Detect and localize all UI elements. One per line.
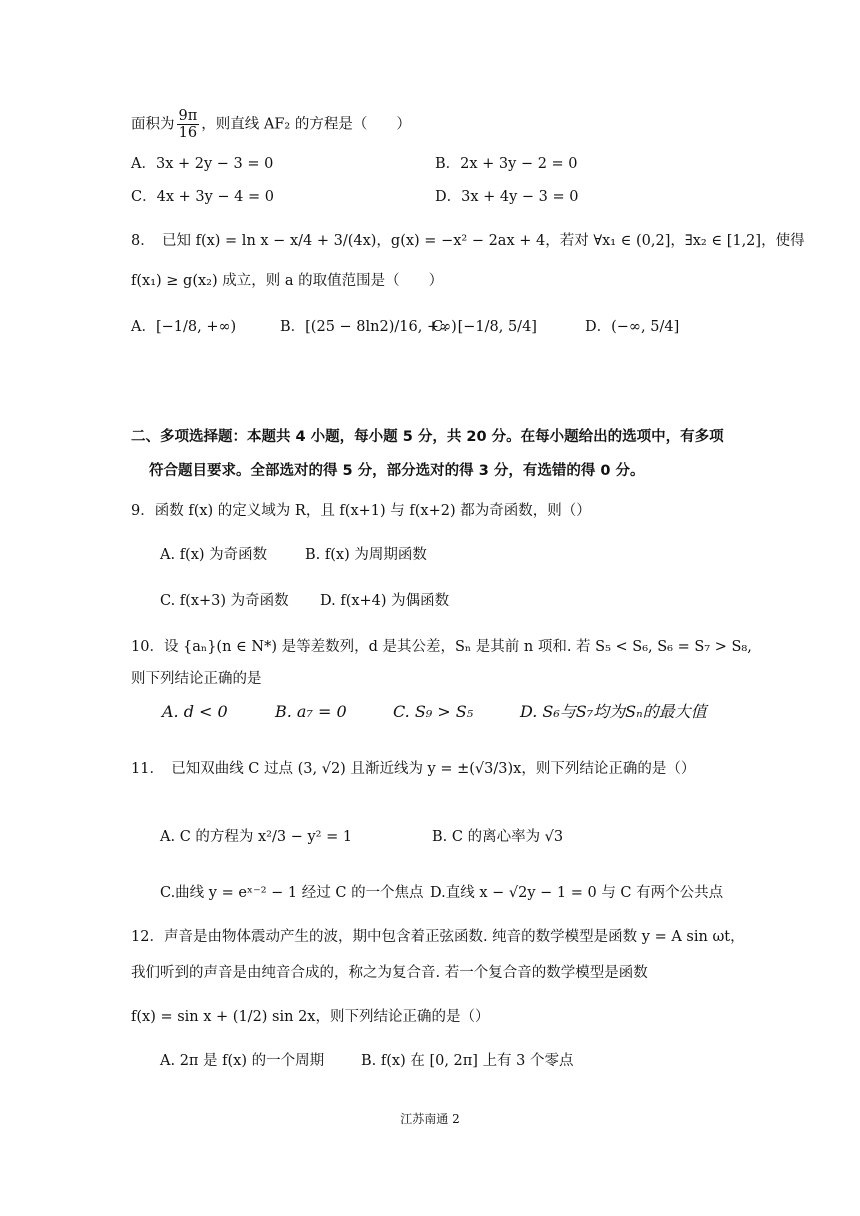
q7-fraction <box>177 108 200 141</box>
q7-frac-den: 16 <box>178 125 198 141</box>
q11-option-a: A. C 的方程为 x²/3 − y² = 1 <box>160 829 353 845</box>
q10-option-c: C. S₉ > S₅ <box>393 702 474 721</box>
q7-post: ，则直线 AF₂ 的方程是（ ） <box>201 116 411 133</box>
q9-option-d: D. f(x+4) 为偶函数 <box>320 593 450 609</box>
q9-option-a: A. f(x) 为奇函数 <box>160 547 268 563</box>
q11-stem: 11． 已知双曲线 C 过点 (3, √2) 且渐近线为 y = ±(√3/3)x，则下列结论正确的是（） <box>131 761 696 777</box>
q7-option-a: A．3x + 2y − 3 = 0 <box>131 156 274 172</box>
q8-stem-line2: f(x₁) ≥ g(x₂) 成立，则 a 的取值范围是（ ） <box>131 273 444 289</box>
q8-option-c: C．[−1/8, 5/4] <box>432 319 537 335</box>
q8-option-a: A．[−1/8, +∞) <box>131 319 237 335</box>
q11-option-d: D.直线 x − √2y − 1 = 0 与 C 有两个公共点 <box>430 885 724 901</box>
q12-option-b: B. f(x) 在 [0, 2π] 上有 3 个零点 <box>361 1053 574 1069</box>
q10-stem-line1: 10．设 {aₙ}(n ∈ N*) 是等差数列，d 是其公差，Sₙ 是其前 n 项和. 若 S₅ < S₆, S₆ = S₇ > S₈, <box>131 639 752 655</box>
q7-stem-tail <box>131 108 411 141</box>
q10-stem-line2: 则下列结论正确的是 <box>131 671 262 687</box>
section2-header-line1: 二、多项选择题：本题共 4 小题，每小题 5 分，共 20 分。在每小题给出的选项中，有多项 <box>131 429 724 445</box>
q7-pre: 面积为 <box>131 116 175 133</box>
q9-option-b: B. f(x) 为周期函数 <box>305 547 427 563</box>
q11-option-c: C.曲线 y = eˣ⁻² − 1 经过 C 的一个焦点 <box>160 885 424 901</box>
q8-stem-line1: 8． 已知 f(x) = ln x − x/4 + 3/(4x)，g(x) = −x² − 2ax + 4，若对 ∀x₁ ∈ (0,2]，∃x₂ ∈ [1,2]，使得 <box>131 233 805 249</box>
q10-option-b: B. a₇ = 0 <box>275 702 347 721</box>
q12-option-a: A. 2π 是 f(x) 的一个周期 <box>160 1053 325 1069</box>
q12-stem-line1: 12．声音是由物体震动产生的波，期中包含着正弦函数. 纯音的数学模型是函数 y = A sin ωt， <box>131 929 745 945</box>
q10-option-d: D. S₆与S₇均为Sₙ的最大值 <box>520 702 707 721</box>
q9-option-c: C. f(x+3) 为奇函数 <box>160 593 289 609</box>
section2-header-line2: 符合题目要求。全部选对的得 5 分，部分选对的得 3 分，有选错的得 0 分。 <box>149 463 645 479</box>
page-footer: 江苏南通 2 <box>400 1112 460 1126</box>
q7-option-c: C．4x + 3y − 4 = 0 <box>131 189 274 205</box>
q7-frac-num: 9π <box>178 108 198 124</box>
q12-stem-line2: 我们听到的声音是由纯音合成的，称之为复合音. 若一个复合音的数学模型是函数 <box>131 965 648 981</box>
q9-stem: 9．函数 f(x) 的定义域为 R，且 f(x+1) 与 f(x+2) 都为奇函数，则（） <box>131 503 591 519</box>
q12-stem-line3: f(x) = sin x + (1/2) sin 2x，则下列结论正确的是（） <box>131 1009 490 1025</box>
q11-option-b: B. C 的离心率为 √3 <box>432 829 564 845</box>
q8-option-b: B．[(25 − 8ln2)/16, +∞) <box>280 319 457 335</box>
q10-option-a: A. d < 0 <box>162 702 228 721</box>
q7-option-b: B．2x + 3y − 2 = 0 <box>435 156 578 172</box>
q7-option-d: D．3x + 4y − 3 = 0 <box>435 189 579 205</box>
q8-option-d: D．(−∞, 5/4] <box>585 319 680 335</box>
